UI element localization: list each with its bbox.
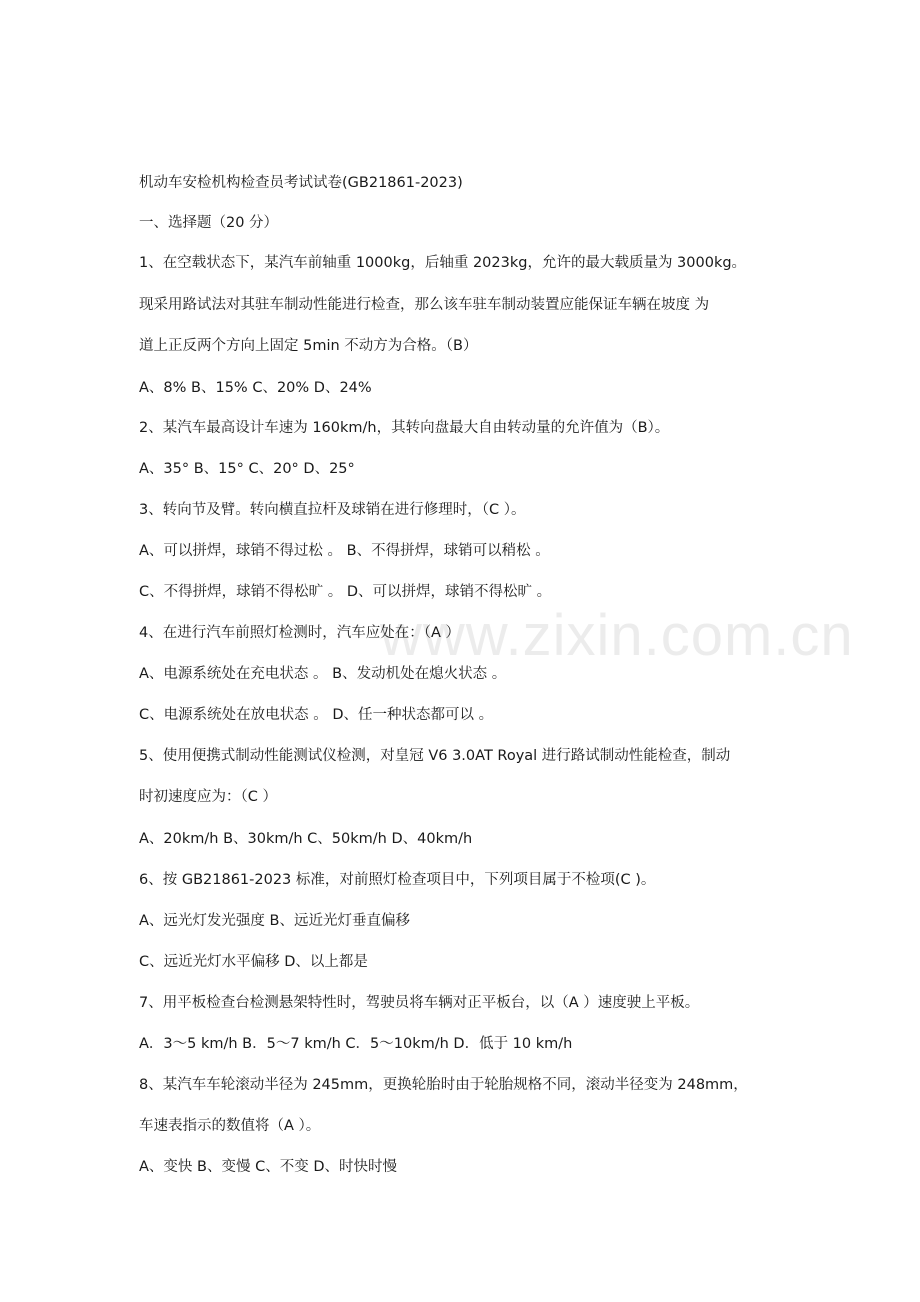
text-line: C、电源系统处在放电状态 。 D、任一种状态都可以 。 [139, 707, 494, 723]
text-line: 8、某汽车车轮滚动半径为 245mm，更换轮胎时由于轮胎规格不同，滚动半径变为 248mm， [139, 1077, 748, 1093]
text-line: 3、转向节及臂。转向横直拉杆及球销在进行修理时，（C ）。 [139, 502, 526, 518]
text-line: A、35° B、15° C、20° D、25° [139, 461, 355, 477]
text-line: A、可以拼焊，球销不得过松 。 B、不得拼焊，球销可以稍松 。 [139, 543, 550, 559]
text-line: 6、按 GB21861-2023 标准，对前照灯检查项目中，下列项目属于不检项(C )。 [139, 872, 656, 888]
watermark: www.zixin.com.cn [380, 603, 854, 668]
text-line: 道上正反两个方向上固定 5min 不动方为合格。（B） [139, 338, 478, 354]
text-line: 7、用平板检查台检测悬架特性时，驾驶员将车辆对正平板台，以（A ）速度驶上平板。 [139, 995, 700, 1011]
text-line: 5、使用便携式制动性能测试仪检测，对皇冠 V6 3.0AT Royal 进行路试制动性能检查，制动 [139, 748, 731, 764]
text-line: A、8% B、15% C、20% D、24% [139, 380, 372, 396]
text-line: C、远近光灯水平偏移 D、以上都是 [139, 954, 368, 970]
text-line: A．3～5 km/h B．5～7 km/h C．5～10km/h D．低于 10 km/h [139, 1036, 573, 1052]
text-line: 1、在空载状态下，某汽车前轴重 1000kg，后轴重 2023kg，允许的最大载质量为 3000kg。 [139, 255, 747, 271]
text-line: 2、某汽车最高设计车速为 160km/h，其转向盘最大自由转动量的允许值为（B）。 [139, 420, 670, 436]
text-line: 时初速度应为：（C ） [139, 789, 277, 805]
text-line: A、20km/h B、30km/h C、50km/h D、40km/h [139, 831, 473, 847]
text-line: 现采用路试法对其驻车制动性能进行检查，那么该车驻车制动装置应能保证车辆在坡度 为 [139, 297, 710, 313]
section-heading: 一、选择题（20 分） [139, 215, 279, 231]
text-line: A、电源系统处在充电状态 。 B、发动机处在熄火状态 。 [139, 666, 507, 682]
text-line: 车速表指示的数值将（A ）。 [139, 1118, 321, 1134]
text-line: A、变快 B、变慢 C、不变 D、时快时慢 [139, 1159, 397, 1175]
document-title: 机动车安检机构检查员考试试卷(GB21861-2023) [139, 175, 463, 191]
text-line: C、不得拼焊，球销不得松旷 。 D、可以拼焊，球销不得松旷 。 [139, 584, 552, 600]
text-line: 4、在进行汽车前照灯检测时，汽车应处在：（A ） [139, 625, 461, 641]
text-line: A、远光灯发光强度 B、远近光灯垂直偏移 [139, 913, 410, 929]
